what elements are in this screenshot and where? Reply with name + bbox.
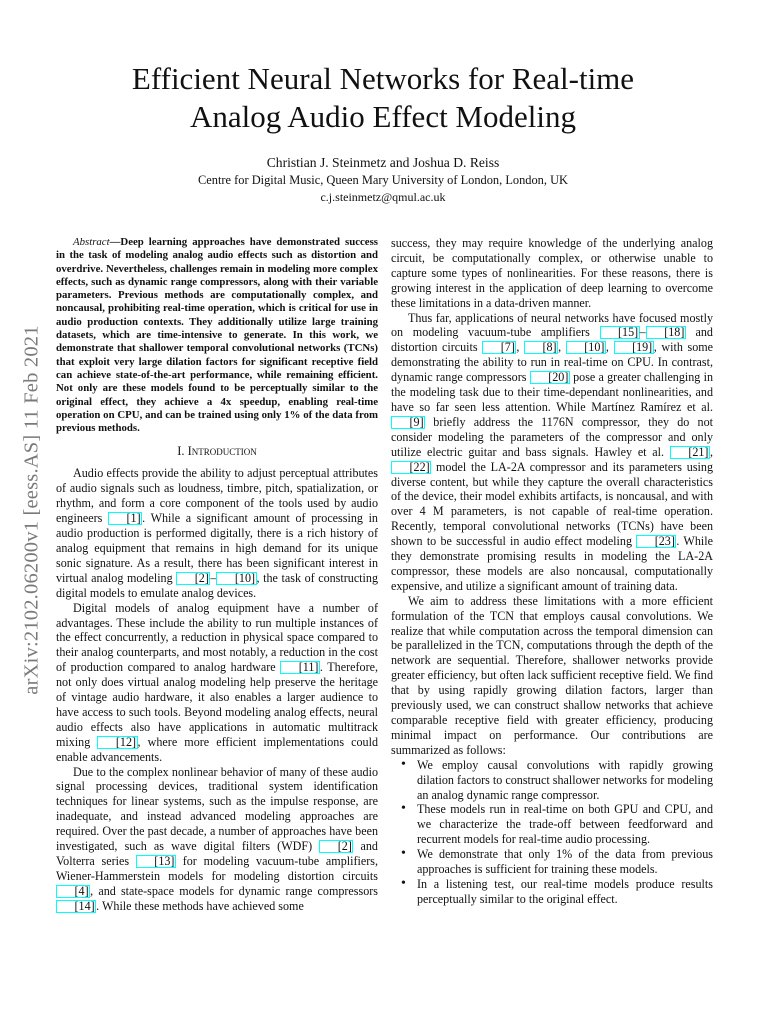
- citation-link[interactable]: [22]: [391, 461, 431, 474]
- list-item: • We demonstrate that only 1% of the data from previous approaches is sufficient for training these models.: [391, 847, 713, 877]
- citation-link[interactable]: [14]: [56, 900, 96, 913]
- abstract-text: —Deep learning approaches have demonstrated success in the task of modeling analog audio effects such as distortion and overdrive. Nevertheless, challenges remain in modeling more complex effects, such as dynamic range compressors, along with their variable parameters. Previous methods are computationally complex, and noncausal, prohibiting real-time operation, which is critical for use in audio production contexts. They additionally utilize large training datasets, which are time-intensive to generate. In this work, we demonstrate that shallower temporal convolutional networks (TCNs) that exploit very large dilation factors for significant receptive field can achieve state-of-the-art performance, while remaining efficient. Not only are these models found to be perceptually similar to the original effect, they achieve a 4x speedup, enabling real-time operation on CPU, and can be trained using only 1% of the data from previous methods.: [56, 236, 378, 435]
- citation-link[interactable]: [18]: [646, 326, 686, 339]
- citation-link[interactable]: [9]: [391, 416, 425, 429]
- intro-paragraph-6: We aim to address these limitations with a more efficient formulation of the TCN that employs causal convolutions. We realize that while computation across the temporal dimension can be parallelized in the TCN, computations through the depth of the network are sequential. Therefore, shallower networks provide greater efficiency, but often lack sufficient receptive field. We find that by using rapidly growing dilation factors, larger than previously used, we can construct shallow networks that achieve comparable receptive field with greater efficiency, producing minimal impact on performance. Our contributions are summarized as follows:: [391, 593, 713, 757]
- title-line-2: Analog Audio Effect Modeling: [189, 99, 576, 134]
- intro-paragraph-5: Thus far, applications of neural networks have focused mostly on modeling vacuum-tube amplifiers [15] – [18] and distortion circuits [7] , [8] , [10] , [19] , with some demonstrating the ability to run in real-time on CPU. In contrast, dynamic range compressors [20] pose a greater challenging in the modeling task due to their time-dependant nonlinearities, and have so far seen less attention. While Martínez Ramírez et al. [9] briefly address the 1176N compressor, they do not consider modeling the parameters of the compressor and only utilize electric guitar and bass signals. Hawley et al. [21] , [22] model the LA-2A compressor and its parameters using diverse content, but while they capture the overall characteristics of the device, their model exhibits artifacts, is noncausal, and with over 4 M parameters, is not capable of real-time operation. Recently, temporal convolutional networks (TCNs) have been shown to be successful in audio effect modeling [23] . While they demonstrate promising results in modeling the LA-2A compressor, these models are also noncausal, computationally expensive, and utilize a significant amount of training data.: [391, 310, 714, 593]
- section-heading-introduction: I. Introduction: [177, 444, 257, 459]
- list-item: • We employ causal convolutions with rapidly growing dilation factors to construct shallower networks for modeling an analog dynamic range compressor.: [391, 758, 713, 803]
- intro-paragraph-3: Due to the complex nonlinear behavior of many of these audio signal processing devices, traditional system identification techniques for linear systems, such as the impulse response, are inadequate, and instead advanced modeling approaches are required. Over the past decade, a number of approaches have been investigated, such as wave digital filters (WDF) [2] and Volterra series [13] for modeling vacuum-tube amplifiers, Wiener-Hammerstein models for modeling distortion circuits [4] , and state-space models for dynamic range compressors [14] . While these methods have achieved some: [56, 764, 378, 913]
- intro-paragraph-1: Audio effects provide the ability to adjust perceptual attributes of audio signals such as loudness, timbre, pitch, spatialization, or rhythm, and form a core component of the tools used by audio engineers [1] . While a significant amount of processing in audio production is performed digitally, there is a rich history of analog equipment that remains in high demand for its unique sonic signature. As a result, there has been significant interest in virtual analog modeling [2] – [10] , the task of constructing digital models to emulate analog devices.: [56, 466, 379, 600]
- arxiv-identifier-stamp: [14, 270, 50, 750]
- citation-link[interactable]: [10]: [216, 572, 256, 585]
- arxiv-identifier-text: arXiv:2102.06200v1 [eess.AS] 11 Feb 2021: [20, 325, 43, 695]
- citation-link[interactable]: [7]: [482, 341, 516, 354]
- paper-title: [70, 60, 696, 136]
- citation-link[interactable]: [10]: [566, 341, 606, 354]
- citation-link[interactable]: [8]: [524, 341, 558, 354]
- paper-authors: Christian J. Steinmetz and Joshua D. Reiss: [266, 155, 500, 170]
- list-item: • These models run in real-time on both GPU and CPU, and we characterize the trade-off between feedforward and recurrent models for real-time audio processing.: [391, 802, 713, 847]
- citation-link[interactable]: [21]: [670, 446, 710, 459]
- citation-link[interactable]: [2]: [319, 840, 353, 853]
- author-affiliation: Centre for Digital Music, Queen Mary University of London, London, UK: [198, 173, 568, 187]
- author-email: c.j.steinmetz@qmul.ac.uk: [320, 190, 446, 204]
- citation-link[interactable]: [11]: [280, 661, 320, 674]
- citation-link[interactable]: [20]: [530, 371, 570, 384]
- list-item: • In a listening test, our real-time models produce results perceptually similar to the original effect.: [391, 877, 713, 907]
- right-column: [391, 236, 713, 907]
- contributions-list: [391, 758, 713, 907]
- citation-link[interactable]: [12]: [97, 736, 137, 749]
- intro-paragraph-2: Digital models of analog equipment have a number of advantages. These include the ability to run multiple instances of the effect concurrently, a reduction in physical space compared to their analog counterparts, and most notably, a reduction in the cost of production compared to analog hardware [11] . Therefore, not only does virtual analog modeling help preserve the heritage of vintage audio hardware, it also enables a larger audience to have access to such tools. Beyond modeling analog effects, neural audio effects also have applications in automatic multitrack mixing [12] , where more efficient implementations could enable advancements.: [56, 600, 378, 764]
- citation-link[interactable]: [15]: [600, 326, 640, 339]
- citation-link[interactable]: [2]: [176, 572, 210, 585]
- abstract: [56, 236, 378, 435]
- citation-link[interactable]: [1]: [108, 512, 142, 525]
- intro-paragraph-4: success, they may require knowledge of the underlying analog circuit, be computationally complex, or otherwise unable to capture some types of nonlinearities. For these reasons, there is growing interest in the application of deep learning to overcome these limitations in a data-driven manner.: [391, 236, 713, 310]
- citation-link[interactable]: [19]: [614, 341, 654, 354]
- citation-link[interactable]: [13]: [136, 855, 176, 868]
- left-column: [56, 236, 378, 914]
- abstract-label: Abstract: [73, 236, 110, 248]
- citation-link[interactable]: [23]: [636, 535, 676, 548]
- title-line-1: Efficient Neural Networks for Real-time: [131, 61, 635, 96]
- citation-link[interactable]: [4]: [56, 885, 90, 898]
